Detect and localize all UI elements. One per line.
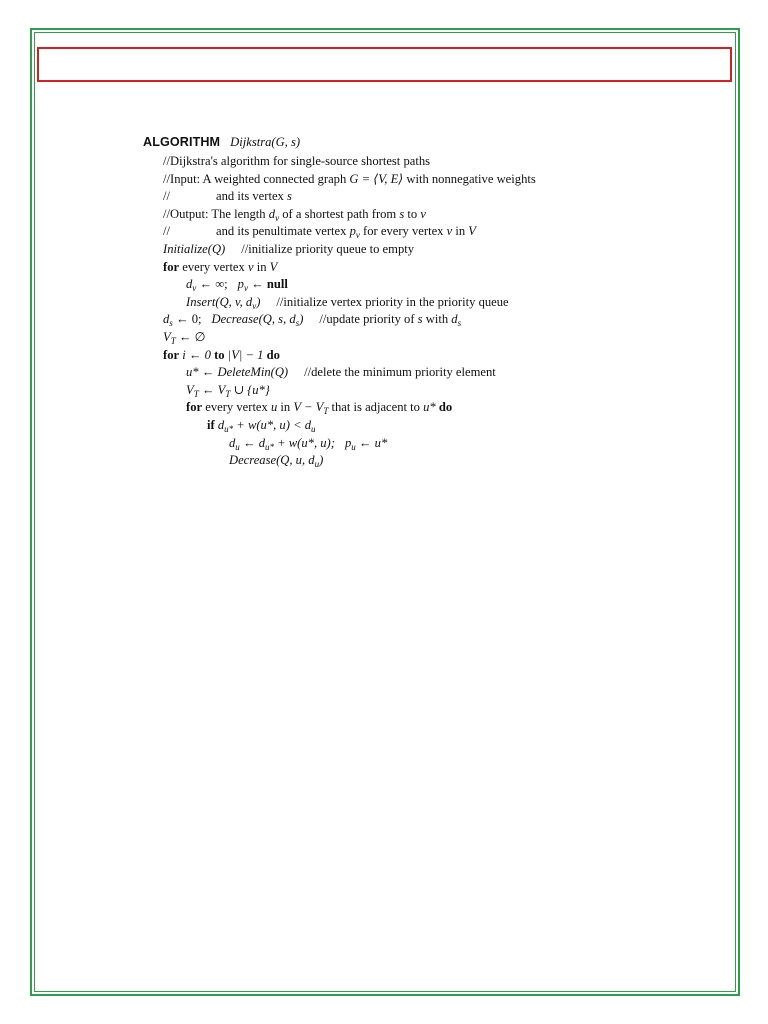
algo-line-16: if $d_{u*} + w(u*$, $u) < d_u$ [207,417,316,434]
algorithm-block [143,134,703,470]
algo-line-17: $d_u$ ← $d_{u*} + w(u*$, u); $p_u$ ← u* [229,435,388,452]
algo-line-5: // and its penultimate vertex $p_v$ for every vertex v in V [163,224,476,241]
header-box [37,47,732,82]
algorithm-signature: Dijkstra(G, s) [230,135,301,149]
algo-line-2: //Input: A weighted connected graph G = ⟨V, E⟩ with nonnegative weights [163,171,536,186]
algo-line-6: Initialize(Q) //initialize priority queue to empty [163,241,415,256]
algo-line-1: //Dijkstra's algorithm for single-source shortest paths [163,154,431,168]
algo-line-18: Decrease(Q, u, $d_u$) [229,453,324,470]
algorithm-keyword: ALGORITHM [143,135,221,149]
algo-line-13: u* ← DeleteMin(Q) //delete the minimum priority element [186,365,496,380]
algo-line-15: for every vertex u in $V - V_T$ that is adjacent to u* do [186,400,453,417]
algorithm-header [143,134,703,153]
algo-line-4: //Output: The length $d_v$ of a shortest path from s to v [163,206,426,223]
algo-line-14: $V_T$ ← $V_T$ ∪ {u*} [186,382,270,399]
algo-line-12: for i ← 0 to |V| − 1 do [163,347,280,362]
algo-line-11: $V_T$ ← ∅ [163,329,206,346]
algo-line-8: $d_v$ ← ∞; $p_v$ ← null [186,277,288,294]
algo-line-7: for every vertex v in V [163,259,278,274]
algo-line-9: Insert(Q, v, $d_v$) //initialize vertex priority in the priority queue [186,294,509,311]
algo-line-10: $d_s$ ← 0; Decrease(Q, s, $d_s$) //update priority of s with $d_s$ [163,312,462,329]
algo-line-3: // and its vertex s [163,189,292,204]
